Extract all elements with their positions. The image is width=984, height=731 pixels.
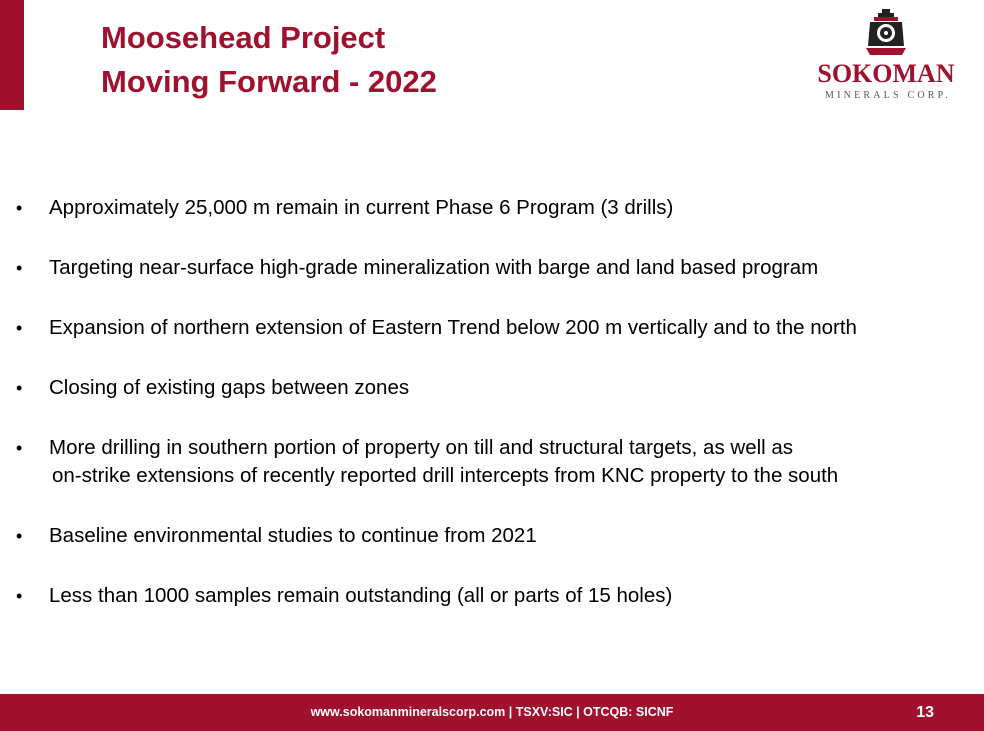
bullet-text: Less than 1000 samples remain outstanding (all or parts of 15 holes) — [49, 584, 673, 607]
bullet-text-continued: on-strike extensions of recently reported drill intercepts from KNC property to the south — [52, 464, 839, 487]
bullet-text: Baseline environmental studies to continue from 2021 — [49, 524, 537, 547]
list-item — [0, 314, 984, 342]
list-item — [0, 522, 984, 550]
footer-text: www.sokomanmineralscorp.com | TSXV:SIC | OTCQB: SICNF — [310, 705, 674, 719]
list-item — [0, 194, 984, 222]
slide-title-line2: Moving Forward - 2022 — [101, 64, 437, 99]
list-item — [0, 582, 984, 610]
slide-title-line1: Moosehead Project — [101, 20, 386, 55]
list-item — [0, 254, 984, 282]
bullet-icon: • — [16, 318, 23, 338]
bullet-icon: • — [16, 258, 23, 278]
list-item — [0, 374, 984, 402]
headframe-logo-icon — [864, 8, 908, 58]
bullet-icon: • — [16, 586, 23, 606]
list-item — [0, 434, 984, 490]
page-number: 13 — [916, 704, 934, 721]
company-logo — [808, 8, 964, 103]
logo-subtitle: MINERALS CORP. — [825, 90, 951, 101]
bullet-text: Closing of existing gaps between zones — [49, 376, 410, 399]
bullet-icon: • — [16, 198, 23, 218]
bullet-text: More drilling in southern portion of property on till and structural targets, as well as — [49, 436, 794, 459]
logo-name: SOKOMAN — [817, 59, 955, 88]
bullet-icon: • — [16, 438, 23, 458]
bullet-text: Targeting near-surface high-grade mineralization with barge and land based program — [49, 256, 819, 279]
bullet-text: Expansion of northern extension of Eastern Trend below 200 m vertically and to the north — [49, 316, 857, 339]
bullet-icon: • — [16, 526, 23, 546]
bullet-icon: • — [16, 378, 23, 398]
header-accent-bar — [0, 0, 24, 110]
slide-title — [101, 16, 437, 104]
footer-bar — [0, 694, 984, 731]
bullet-text: Approximately 25,000 m remain in current Phase 6 Program (3 drills) — [49, 196, 674, 219]
bullet-list — [0, 194, 984, 642]
